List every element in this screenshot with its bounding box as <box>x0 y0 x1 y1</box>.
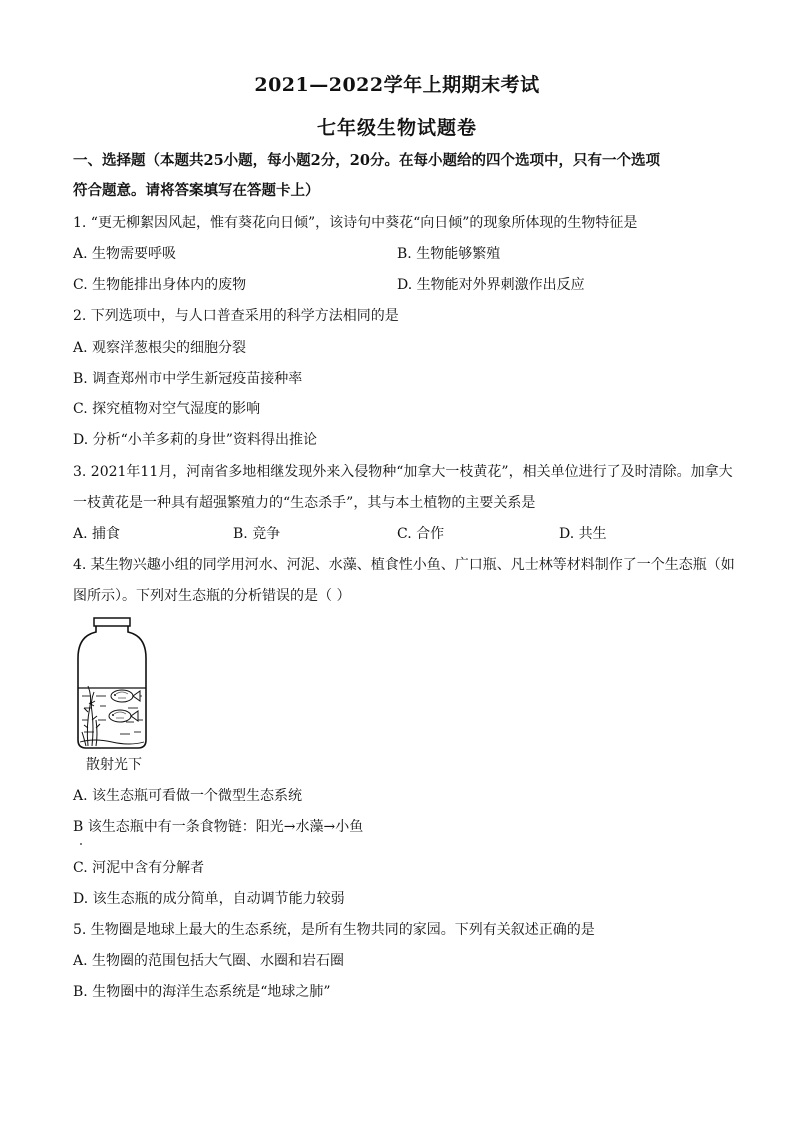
fish-icon <box>111 690 140 702</box>
q4-option-d: D. 该生态瓶的成分简单，自动调节能力较弱 <box>73 891 345 907</box>
q4-option-a: A. 该生态瓶可看做一个微型生态系统 <box>73 788 303 804</box>
q3-stem-line1: 3. 2021年11月，河南省多地相继发现外来入侵物种“加拿大一枝黄花”，相关单位进行了及时清除。加拿大 <box>73 464 733 480</box>
q2-stem: 2. 下列选项中，与人口普查采用的科学方法相同的是 <box>73 308 399 324</box>
q5-option-a: A. 生物圈的范围包括大气圈、水圈和岩石圈 <box>73 953 345 969</box>
q1-option-c: C. 生物能排出身体内的废物 <box>73 277 247 293</box>
q2-option-c: C. 探究植物对空气湿度的影响 <box>73 401 261 417</box>
section-heading-line2: 符合题意。请将答案填写在答题卡上） <box>73 182 320 199</box>
q1-stem: 1. “更无柳絮因风起，惟有葵花向日倾”，该诗句中葵花“向日倾”的现象所体现的生物特征是 <box>73 215 638 231</box>
exam-subtitle: 七年级生物试题卷 <box>316 117 477 139</box>
stray-mark <box>80 843 82 845</box>
q1-option-a: A. 生物需要呼吸 <box>73 246 177 262</box>
q1-option-d: D. 生物能对外界刺激作出反应 <box>397 277 585 293</box>
exam-title: 2021—2022学年上期期末考试 <box>254 74 540 96</box>
q1-option-b: B. 生物能够繁殖 <box>397 246 501 262</box>
q3-option-c: C. 合作 <box>397 526 445 542</box>
q3-stem-line2: 一枝黄花是一种具有超强繁殖力的“生态杀手”，其与本土植物的主要关系是 <box>73 495 536 511</box>
fish-icon <box>109 710 138 722</box>
q5-option-b: B. 生物圈中的海洋生态系统是“地球之肺” <box>73 984 331 1000</box>
ecological-bottle-figure <box>74 616 154 752</box>
q4-option-b: B 该生态瓶中有一条食物链：阳光→水藻→小鱼 <box>73 819 364 835</box>
q3-option-b: B. 竞争 <box>233 526 281 542</box>
q3-option-a: A. 捕食 <box>73 526 121 542</box>
q2-option-b: B. 调查郑州市中学生新冠疫苗接种率 <box>73 371 303 387</box>
q4-option-c: C. 河泥中含有分解者 <box>73 860 205 876</box>
q4-stem-line1: 4. 某生物兴趣小组的同学用河水、河泥、水藻、植食性小鱼、广口瓶、凡士林等材料制作了一个生态瓶（如 <box>73 557 735 573</box>
q4-stem-line2: 图所示）。下列对生态瓶的分析错误的是（ ） <box>73 588 351 604</box>
q5-stem: 5. 生物圈是地球上最大的生态系统，是所有生物共同的家园。下列有关叙述正确的是 <box>73 922 595 938</box>
q3-option-d: D. 共生 <box>559 526 607 542</box>
q2-option-d: D. 分析“小羊多莉的身世”资料得出推论 <box>73 432 317 448</box>
figure-caption: 散射光下 <box>86 757 142 773</box>
q2-option-a: A. 观察洋葱根尖的细胞分裂 <box>73 340 247 356</box>
section-heading-line1: 一、选择题（本题共25小题，每小题2分，20分。在每小题给的四个选项中，只有一个选项 <box>73 152 660 169</box>
